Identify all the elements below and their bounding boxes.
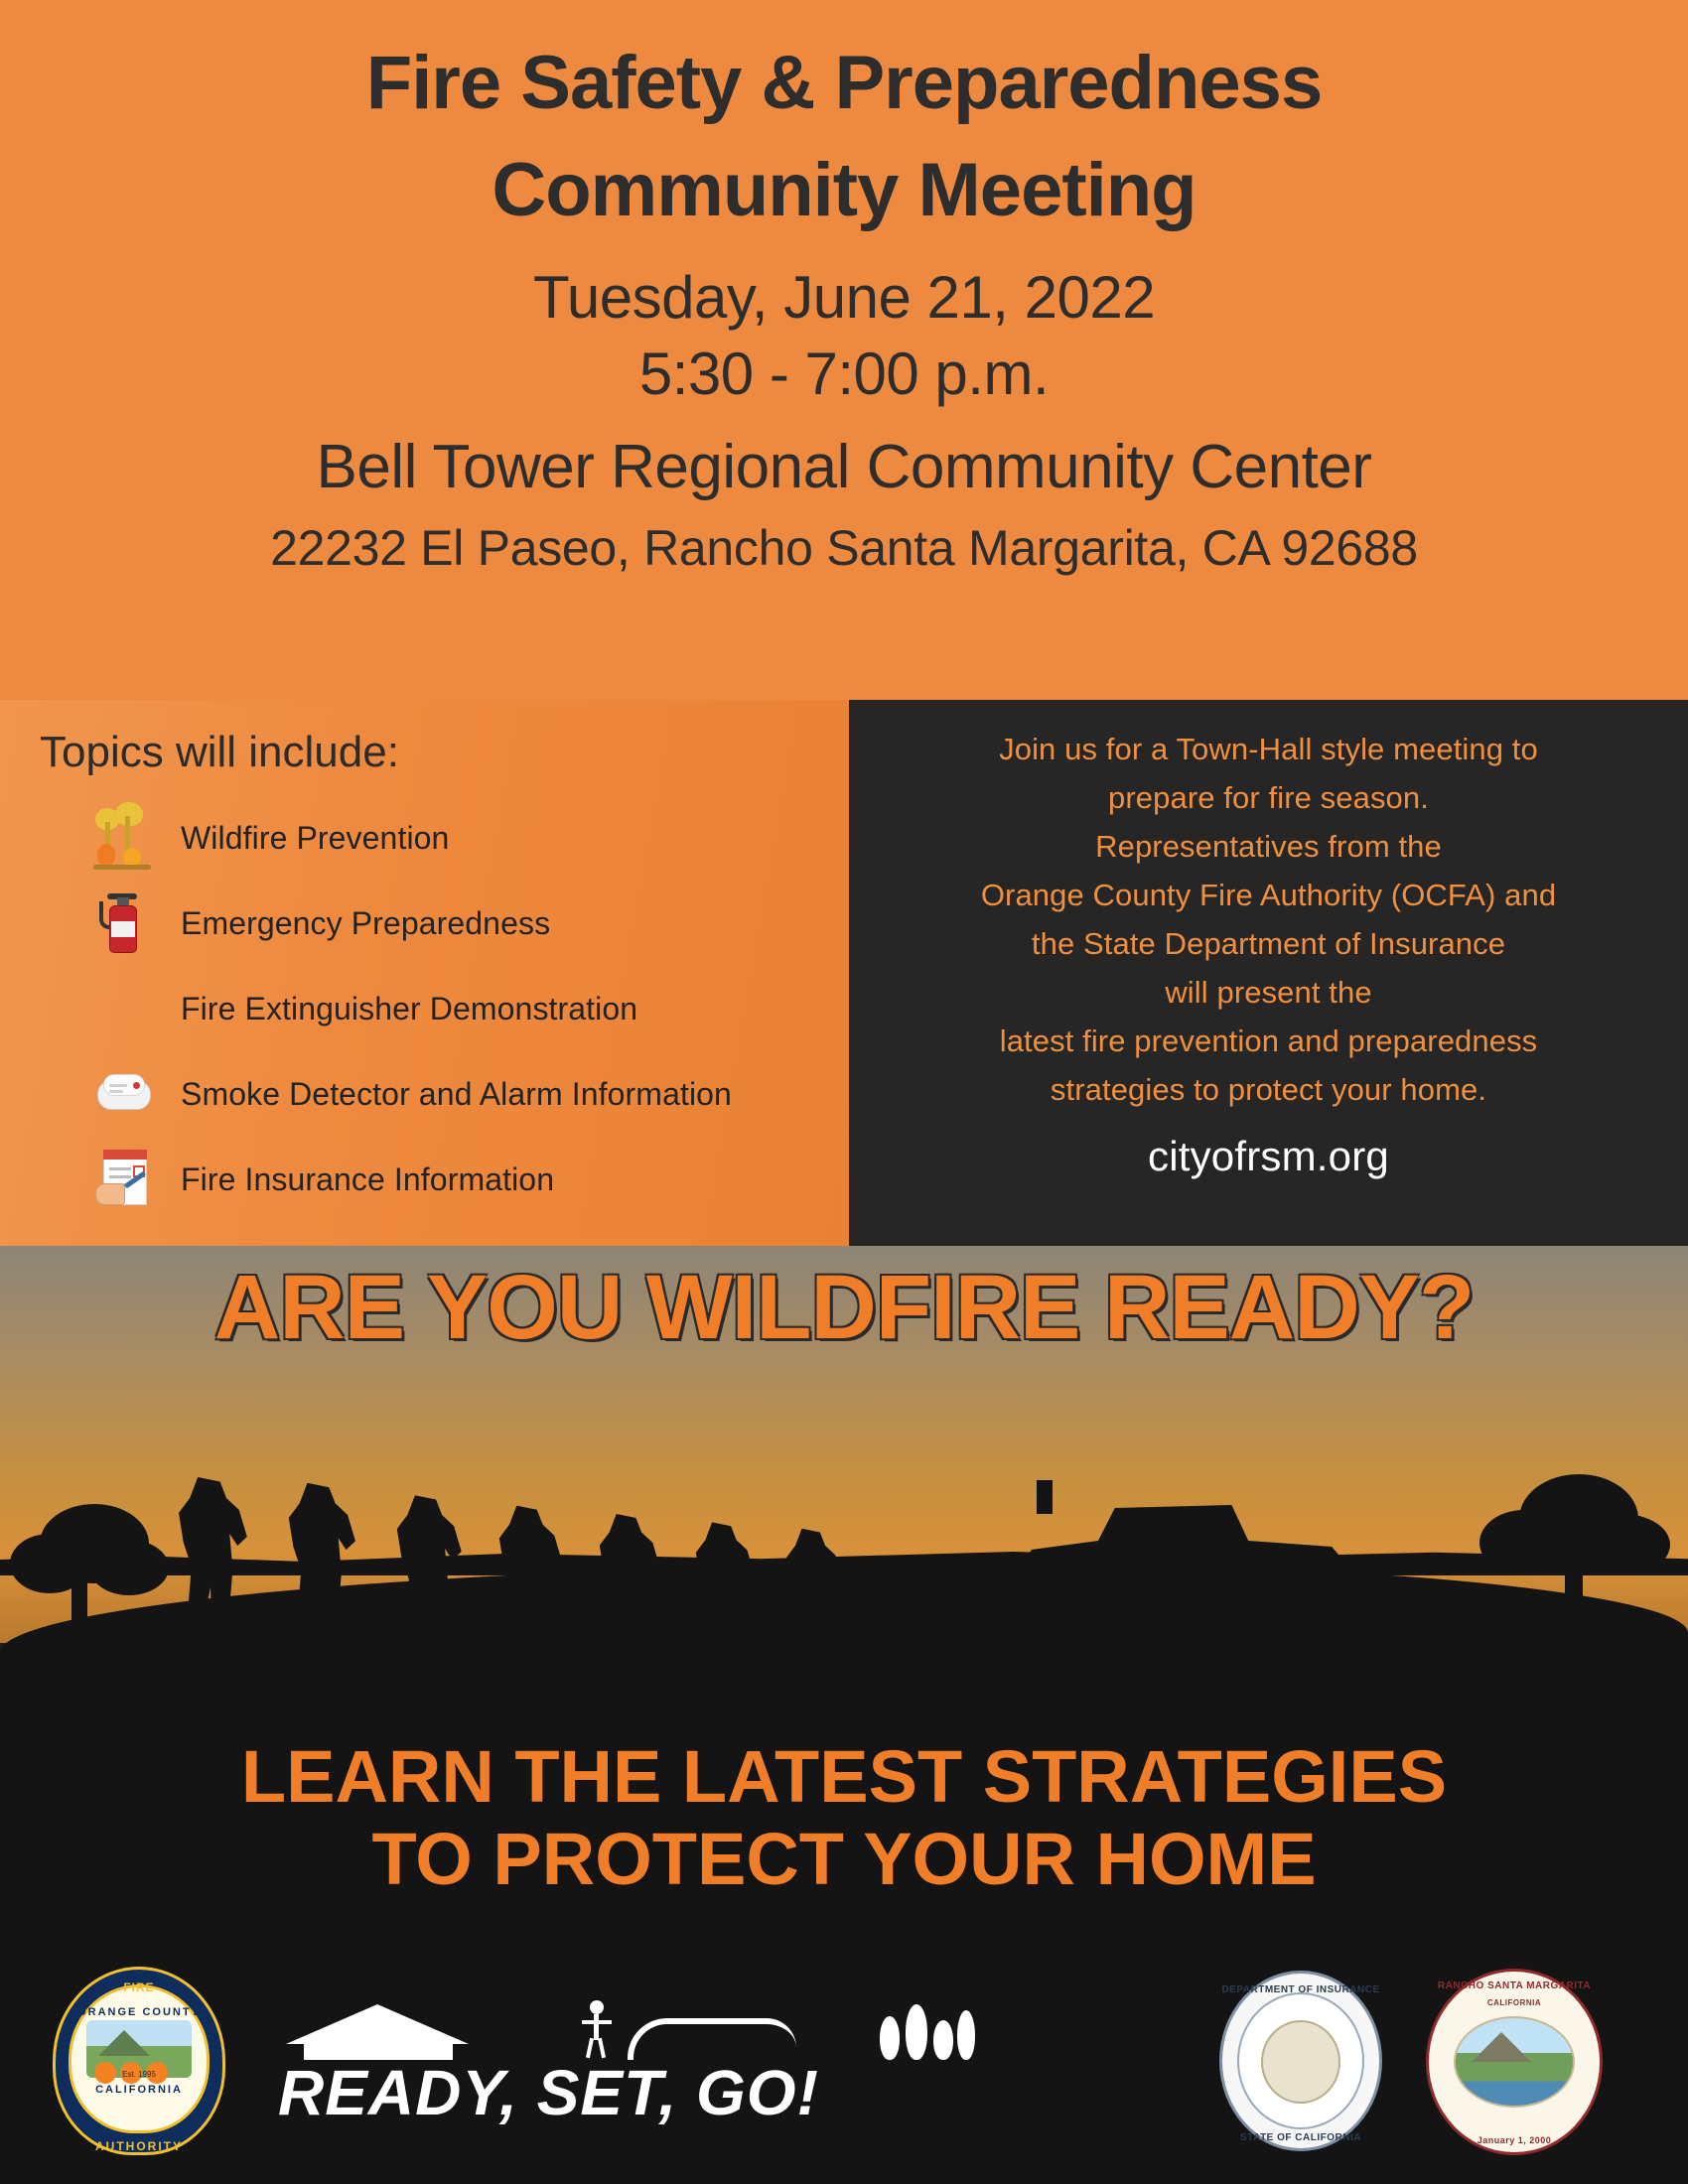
dozer-exhaust-stack [1037,1480,1053,1514]
spacer-icon [89,973,159,1044]
ocfa-bottom-text: AUTHORITY [95,2139,183,2153]
topic-label: Smoke Detector and Alarm Information [181,1075,732,1112]
event-date: Tuesday, June 21, 2022 [532,263,1156,331]
rsm-top-text: RANCHO SANTA MARGARITA [1437,1980,1592,1991]
flames-icon [874,1998,993,2060]
list-item [40,966,849,1051]
hero-headline: ARE YOU WILDFIRE READY? [213,1257,1475,1358]
website-link[interactable]: cityofrsm.org [1148,1132,1389,1179]
event-address: 22232 El Paseo, Rancho Santa Margarita, CA 92688 [270,520,1418,576]
list-item [40,881,849,966]
doi-bottom-text: STATE OF CALIFORNIA [1240,2132,1361,2143]
person-icon [576,2000,616,2058]
topics-heading: Topics will include: [40,728,399,776]
topic-label: Wildfire Prevention [181,819,450,856]
topic-label: Fire Extinguisher Demonstration [181,990,638,1026]
blurb-line-6: will present the [1165,974,1372,1010]
blurb-line-5: the State Department of Insurance [1031,925,1506,961]
blurb-line-2: prepare for fire season. [1108,779,1429,815]
fire-extinguisher-icon [89,887,159,959]
blurb-line-7: latest fire prevention and preparedness [999,1023,1538,1058]
page-title [0,30,1688,244]
blurb-line-4: Orange County Fire Authority (OCFA) and [980,877,1557,912]
blurb-line-3: Representatives from the [1095,828,1442,864]
burning-trees-icon [89,802,159,874]
title-line-1: Fire Safety & Preparedness [365,41,1323,125]
topic-label: Fire Insurance Information [181,1160,555,1197]
smoke-detector-icon [89,1058,159,1130]
poster-header [0,0,1688,700]
department-of-insurance-seal [1211,1963,1390,2161]
house-icon [286,2004,485,2060]
event-venue: Bell Tower Regional Community Center [316,433,1372,502]
list-item [40,1051,849,1137]
ocfa-arc-text-1: ORANGE COUNTY [77,2006,201,2018]
ocfa-arc-text-2: CALIFORNIA [95,2084,183,2096]
insurance-document-icon [89,1144,159,1215]
subheadline-line-2: TO PROTECT YOUR HOME [371,1818,1317,1901]
poster-footer [0,1941,1688,2184]
hero-subheadline [0,1736,1688,1901]
ocfa-top-text: FIRE [123,1980,155,1994]
doi-top-text: DEPARTMENT OF INSURANCE [1221,1984,1380,1995]
ready-set-go-text: READY, SET, GO! [278,2057,819,2128]
subheadline-line-1: LEARN THE LATEST STRATEGIES [240,1735,1448,1819]
list-item [40,1137,849,1222]
topic-label: Emergency Preparedness [181,904,551,941]
rsm-bottom-text: January 1, 2000 [1477,2135,1552,2145]
rancho-santa-margarita-seal [1420,1963,1609,2161]
rsm-sub-text: CALIFORNIA [1486,1998,1542,2007]
blurb-line-8: strategies to protect your home. [1050,1071,1487,1107]
blurb-line-1: Join us for a Town-Hall style meeting to [999,732,1538,766]
hero-illustration [0,1246,1688,1941]
ocfa-established-text: Est. 1995 [122,2070,156,2079]
description-panel [849,700,1688,1246]
middle-band [0,700,1688,1246]
car-icon [628,2018,796,2060]
topics-panel [0,700,849,1246]
title-line-2: Community Meeting [492,147,1196,232]
ocfa-logo [35,1959,243,2167]
event-time: 5:30 - 7:00 p.m. [638,340,1050,407]
list-item [40,795,849,881]
ready-set-go-logo [278,1998,1033,2147]
